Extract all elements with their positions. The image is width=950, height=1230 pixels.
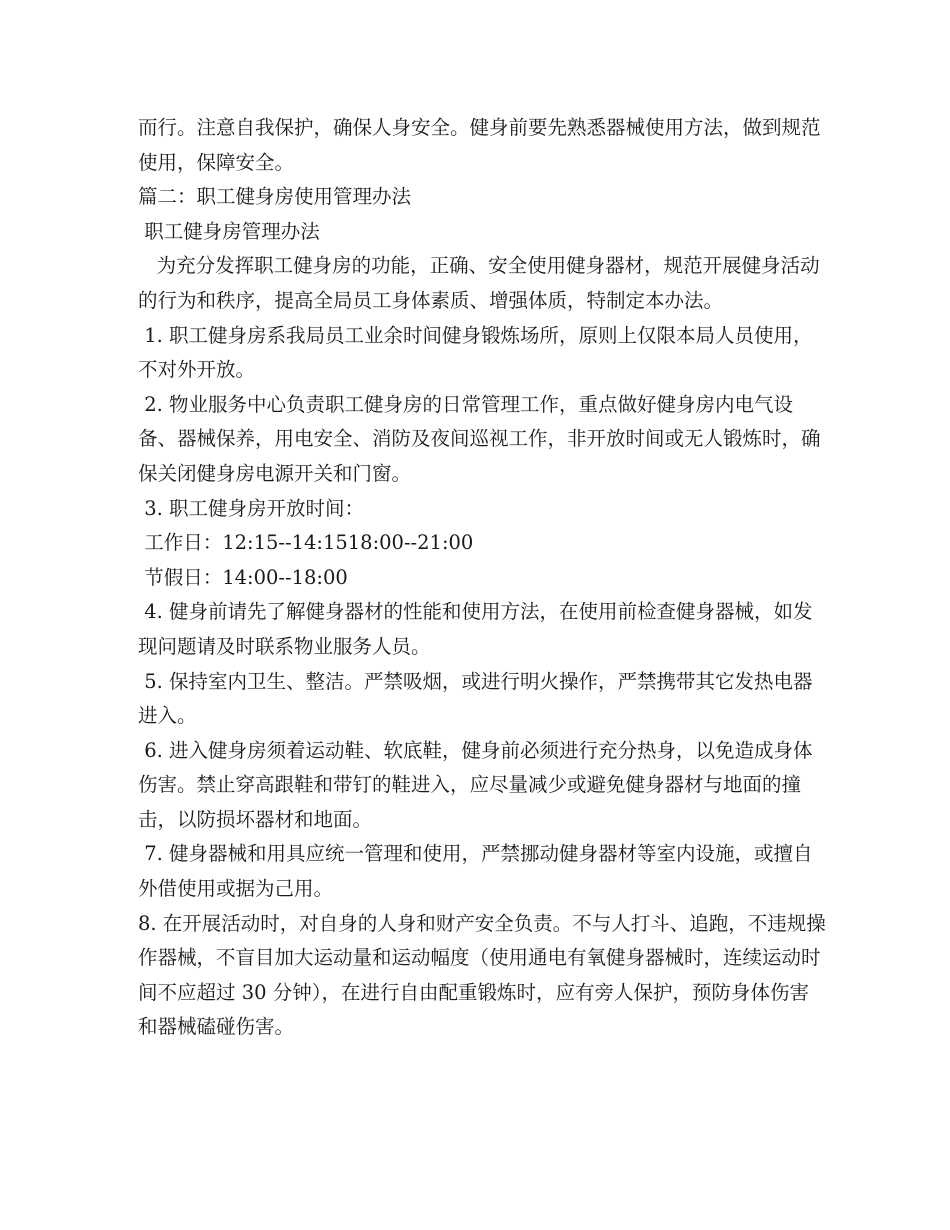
rule-item-2: 2. 物业服务中心负责职工健身房的日常管理工作，重点做好健身房内电气设备、器械保养，用电安全、消防及夜间巡视工作，非开放时间或无人锻炼时，确保关闭健身房电源开关和门窗。 [138, 392, 821, 485]
section-heading: 篇二：职工健身房使用管理办法 [138, 185, 412, 209]
rule-item-7: 7. 健身器械和用具应统一管理和使用，严禁挪动健身器材等室内设施，或擅自外借使用或据为己用。 [138, 842, 813, 901]
rule-item-1: 1. 职工健身房系我局员工业余时间健身锻炼场所，原则上仅限本局人员使用，不对外开放。 [138, 323, 813, 382]
rule-item-8: 8. 在开展活动时，对自身的人身和财产安全负责。不与人打斗、追跑，不违规操作器械，不盲目加大运动量和运动幅度（使用通电有氧健身器械时，连续运动时间不应超过 30 分钟），在进行自由配重锻炼时，应有旁人保护，预防身体伤害和器械磕碰伤害。 [138, 911, 826, 1039]
rule-item-4: 4. 健身前请先了解健身器材的性能和使用方法，在使用前检查健身器械，如发现问题请及时联系物业服务人员。 [138, 600, 813, 658]
paragraph-intro: 为充分发挥职工健身房的功能，正确、安全使用健身器材，规范开展健身活动的行为和秩序，提高全局员工身体素质、增强体质，特制定本办法。 [138, 254, 820, 312]
paragraph-continuation: 而行。注意自我保护，确保人身安全。健身前要先熟悉器械使用方法，做到规范使用，保障安全。 [138, 116, 821, 174]
rule-item-5: 5. 保持室内卫生、整洁。严禁吸烟，或进行明火操作，严禁携带其它发热电器进入。 [138, 669, 813, 728]
document-title: 职工健身房管理办法 [138, 219, 320, 243]
opening-hours-workday: 工作日：12:15--14:1518:00--21:00 [138, 531, 474, 555]
document-body [138, 111, 828, 1045]
opening-hours-holiday: 节假日：14:00--18:00 [138, 565, 348, 589]
rule-item-6: 6. 进入健身房须着运动鞋、软底鞋，健身前必须进行充分热身，以免造成身体伤害。禁止穿高跟鞋和带钉的鞋进入，应尽量减少或避免健身器材与地面的撞击，以防损坏器材和地面。 [138, 738, 813, 831]
rule-item-3: 3. 职工健身房开放时间： [138, 496, 365, 520]
